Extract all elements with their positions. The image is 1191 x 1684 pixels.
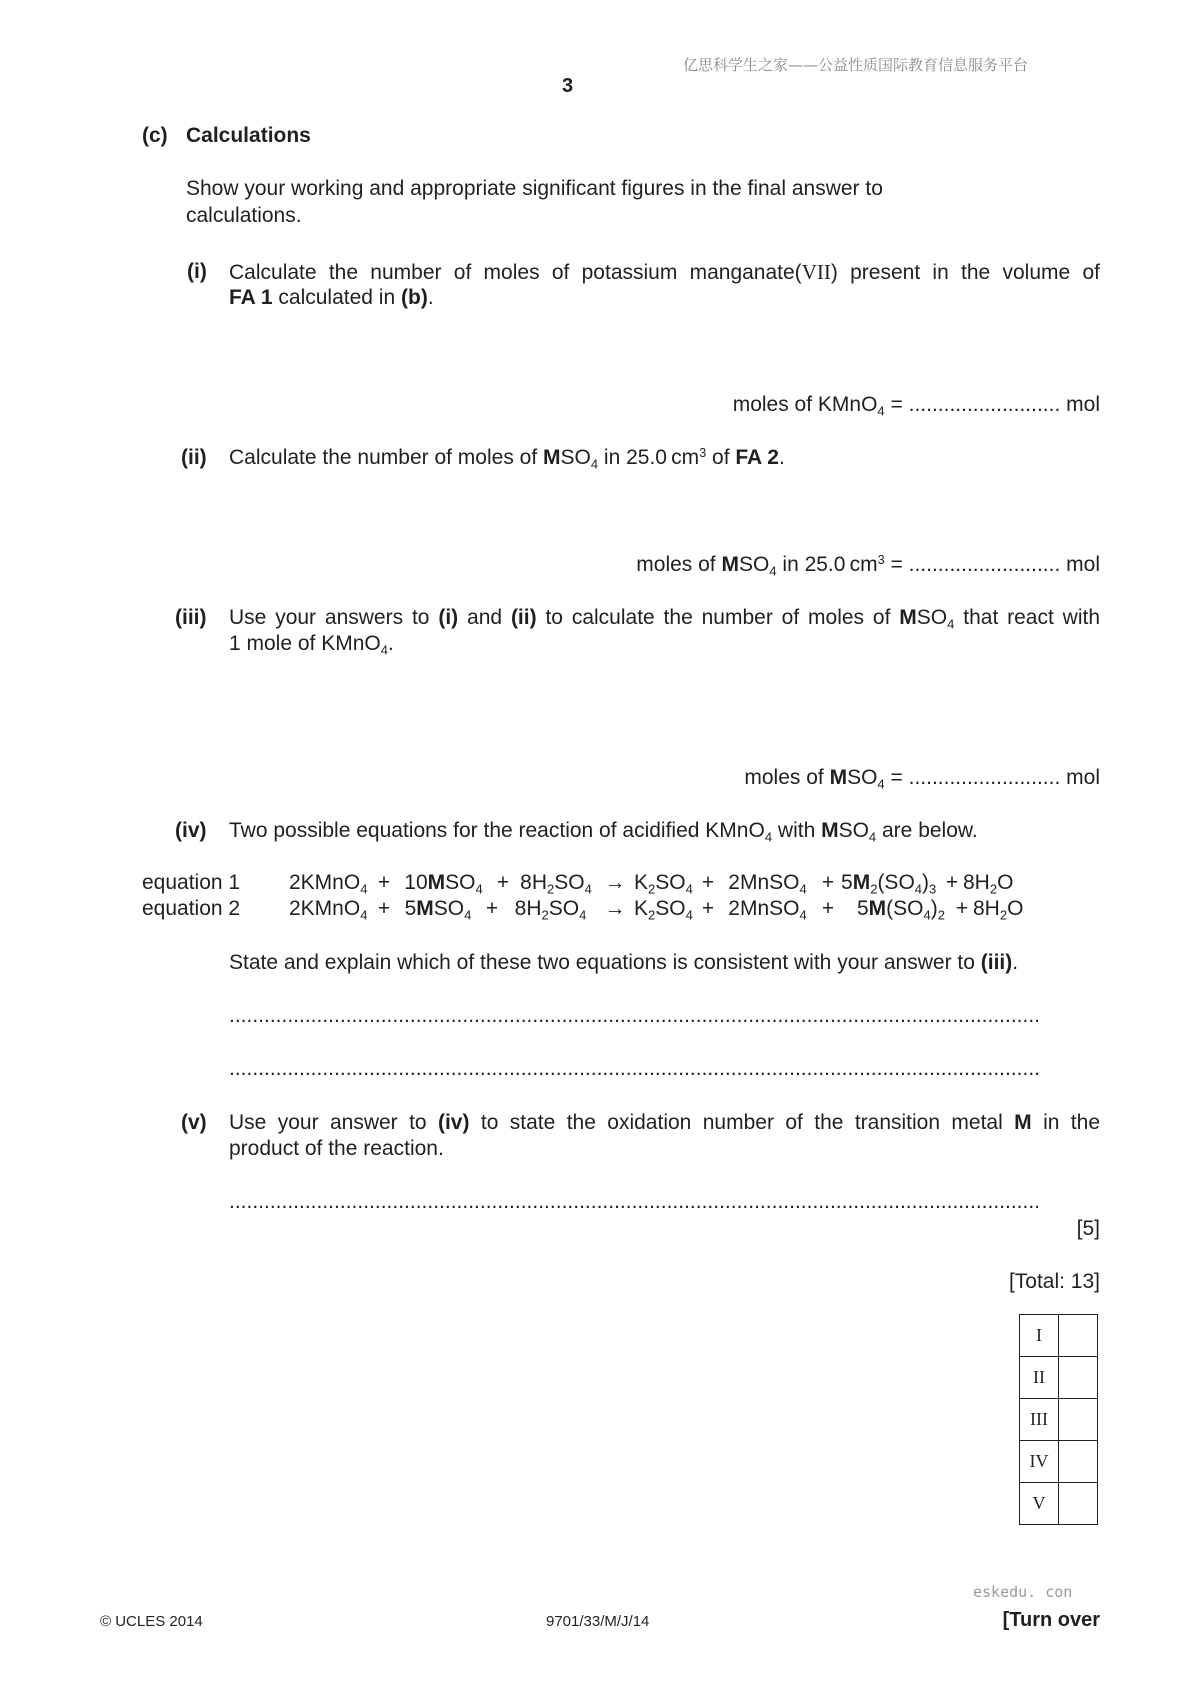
question-iii-line-1: Use your answers to (i) and (ii) to calculate the number of moles of $MSO_4$ that react with xyxy=(229,606,1101,632)
question-i-line-1: Calculate the number of moles of potassium manganate(VII) present in the volume of xyxy=(229,260,1100,284)
question-label-v: (v) xyxy=(181,1111,207,1134)
marks-allocation: [5] xyxy=(1076,1217,1100,1240)
intro-line-1: Show your working and appropriate significant figures in the final answer to xyxy=(186,177,883,200)
answer-line-iii: moles of $MSO_4$ = .......................... mol xyxy=(744,766,1100,792)
mark-box-cell-4[interactable] xyxy=(1059,1441,1098,1483)
answer-dotted-line-iv-2[interactable]: ........................................................................................................................................... xyxy=(229,1057,1040,1080)
question-v-line-1: Use your answer to (iv) to state the oxidation number of the transition metal M in the xyxy=(229,1111,1100,1134)
equation-2: 2KMnO$_4$ + $5MSO_4$ + $8H_2SO_4$ → $K_2SO_4$ + 2MnSO$_4$ + $5M(SO_4)_2$ + $8H_2O$ xyxy=(289,897,1024,923)
question-label-iv: (iv) xyxy=(175,819,207,842)
mark-box-cell-3[interactable] xyxy=(1059,1399,1098,1441)
watermark-footer: eskedu. con xyxy=(973,1583,1073,1601)
mark-box-label-5: V xyxy=(1020,1483,1059,1525)
mark-box-label-2: II xyxy=(1020,1357,1059,1399)
mark-box-cell-5[interactable] xyxy=(1059,1483,1098,1525)
question-label-iii: (iii) xyxy=(175,606,207,629)
question-iii-line-2: 1 mole of KMnO$_4$. xyxy=(229,632,394,658)
question-iv-text: Two possible equations for the reaction of acidified KMnO$_4$ with $MSO_4$ are below. xyxy=(229,819,978,845)
question-label-i: (i) xyxy=(187,260,207,283)
question-iv-instruction: State and explain which of these two equations is consistent with your answer to (iii). xyxy=(229,951,1019,974)
section-label: (c) xyxy=(142,124,168,147)
examiner-mark-box xyxy=(1019,1314,1098,1525)
answer-line-i: moles of KMnO$_4$ = .......................... mol xyxy=(732,393,1100,419)
answer-dotted-line-v[interactable]: ........................................................................................................................................... xyxy=(229,1190,1040,1213)
equation-1-label: equation 1 xyxy=(142,871,241,894)
mark-box-label-4: IV xyxy=(1020,1441,1059,1483)
question-label-ii: (ii) xyxy=(181,446,207,469)
question-i-line-2: FA 1 calculated in (b). xyxy=(229,286,434,309)
equation-2-label: equation 2 xyxy=(142,897,241,920)
turn-over: [Turn over xyxy=(1002,1609,1100,1631)
footer-paper-code: 9701/33/M/J/14 xyxy=(546,1613,650,1630)
mark-box-label-1: I xyxy=(1020,1315,1059,1357)
footer-copyright: © UCLES 2014 xyxy=(100,1613,203,1630)
equation-1: 2KMnO$_4$ + $10MSO_4$ + $8H_2SO_4$ → $K_2SO_4$ + 2MnSO$_4$ + $5M_2(SO_4)_3$ + $8H_2O$ xyxy=(289,871,1014,897)
section-title: Calculations xyxy=(186,124,311,147)
answer-line-ii: moles of $MSO_4$ in 25.0 $cm^3$ = .......................... mol xyxy=(636,553,1100,579)
intro-line-2: calculations. xyxy=(186,204,302,227)
total-marks: [Total: 13] xyxy=(1008,1270,1100,1293)
question-ii-text: Calculate the number of moles of $MSO_4$ in 25.0 $cm^3$ of FA 2. xyxy=(229,446,785,472)
mark-box-cell-2[interactable] xyxy=(1059,1357,1098,1399)
watermark-header: 亿思科学生之家——公益性质国际教育信息服务平台 xyxy=(683,56,1029,74)
question-v-line-2: product of the reaction. xyxy=(229,1137,444,1160)
answer-dotted-line-iv-1[interactable]: ........................................................................................................................................... xyxy=(229,1004,1040,1027)
mark-box-label-3: III xyxy=(1020,1399,1059,1441)
page-number: 3 xyxy=(562,75,574,97)
mark-box-cell-1[interactable] xyxy=(1059,1315,1098,1357)
